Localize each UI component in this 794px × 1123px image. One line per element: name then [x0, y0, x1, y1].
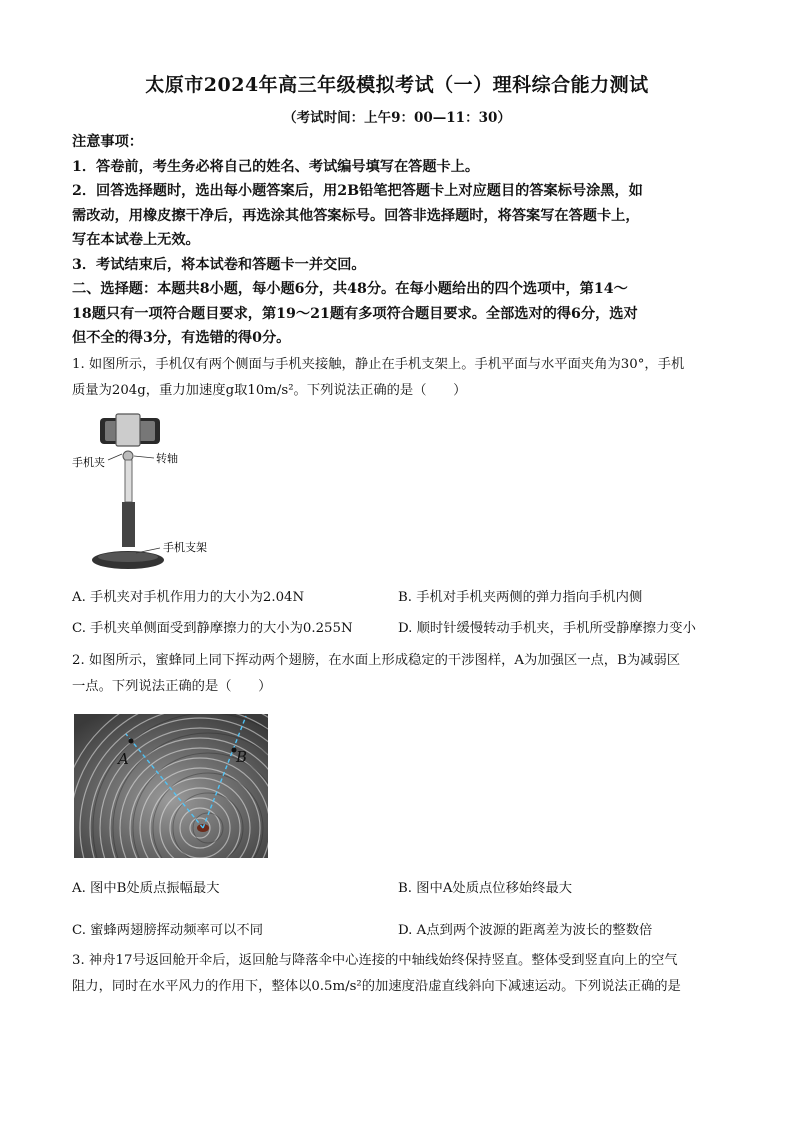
q1-option-a[interactable]: A. 手机夹对手机作用力的大小为2.04N — [72, 590, 305, 605]
phone-stand-figure — [70, 410, 230, 575]
section-instruction: 二、选择题：本题共8小题，每小题6分，共48分。在每小题给出的四个选项中，第14～ — [72, 281, 628, 297]
exam-time: （考试时间：上午9：00—11：30） — [283, 110, 511, 126]
label-b: B — [236, 748, 248, 766]
q1-option-c[interactable]: C. 手机夹单侧面受到静摩擦力的大小为0.255N — [72, 621, 353, 636]
label-stand: 手机支架 — [163, 541, 207, 554]
notes-line: 3．考试结束后，将本试卷和答题卡一并交回。 — [72, 256, 366, 273]
point-a — [129, 739, 134, 744]
q2-option-c[interactable]: C. 蜜蜂两翅膀挥动频率可以不同 — [72, 923, 264, 938]
interference-photo — [74, 714, 268, 858]
notes-section — [72, 130, 722, 351]
notes-line: 写在本试卷上无效。 — [72, 232, 200, 248]
phone-clamp — [116, 414, 140, 446]
section-instruction: 18题只有一项符合题目要求，第19～21题有多项符合题目要求。全部选对的得6分，选对 — [72, 305, 638, 322]
question-1-stem — [72, 352, 722, 404]
question-line: 一点。下列说法正确的是（ ） — [72, 679, 272, 694]
label-a: A — [118, 750, 129, 768]
question-2-stem — [72, 648, 722, 700]
q1-option-d[interactable]: D. 顺时针缓慢转动手机夹，手机所受静摩擦力变小 — [398, 621, 696, 636]
question-line: 质量为204g，重力加速度g取10m/s²。下列说法正确的是（ ） — [72, 383, 467, 398]
q2-option-d[interactable]: D. A点到两个波源的距离差为波长的整数倍 — [398, 923, 653, 938]
q2-option-a[interactable]: A. 图中B处质点振幅最大 — [72, 881, 220, 896]
notes-line: 需改动，用橡皮擦干净后，再选涂其他答案标号。回答非选择题时，将答案写在答题卡上， — [72, 207, 640, 224]
question-line: 阻力，同时在水平风力的作用下，整体以0.5m/s²的加速度沿虚直线斜向下减速运动。下列说法正确的是 — [72, 979, 681, 994]
label-clamp: 手机夹 — [72, 456, 105, 469]
question-line: 3. 神舟17号返回舱开伞后，返回舱与降落伞中心连接的中轴线始终保持竖直。整体受到竖直向上的空气 — [72, 953, 678, 968]
page-title: 太原市2024年高三年级模拟考试（一）理科综合能力测试 — [145, 74, 649, 96]
question-3-stem — [72, 948, 722, 1000]
q1-option-b[interactable]: B. 手机对手机夹两侧的弹力指向手机内侧 — [398, 590, 643, 605]
section-instruction: 但不全的得3分，有选错的得0分。 — [72, 330, 291, 346]
notes-heading: 注意事项： — [72, 134, 143, 150]
question-line: 1. 如图所示，手机仅有两个侧面与手机夹接触，静止在手机支架上。手机平面与水平面夹角为30°，手机 — [72, 357, 685, 372]
upper-pole — [125, 460, 132, 502]
lower-pole — [122, 502, 135, 547]
notes-line: 2．回答选择题时，选出每小题答案后，用2B铅笔把答题卡上对应题目的答案标号涂黑，如 — [72, 183, 643, 199]
q2-option-b[interactable]: B. 图中A处质点位移始终最大 — [398, 881, 573, 896]
question-line: 2. 如图所示，蜜蜂同上同下挥动两个翅膀，在水面上形成稳定的干涉图样，A为加强区一点，B为减弱区 — [72, 653, 681, 668]
notes-line: 1．答卷前，考生务必将自己的姓名、考试编号填写在答题卡上。 — [72, 158, 480, 175]
label-axis: 转轴 — [156, 452, 178, 465]
